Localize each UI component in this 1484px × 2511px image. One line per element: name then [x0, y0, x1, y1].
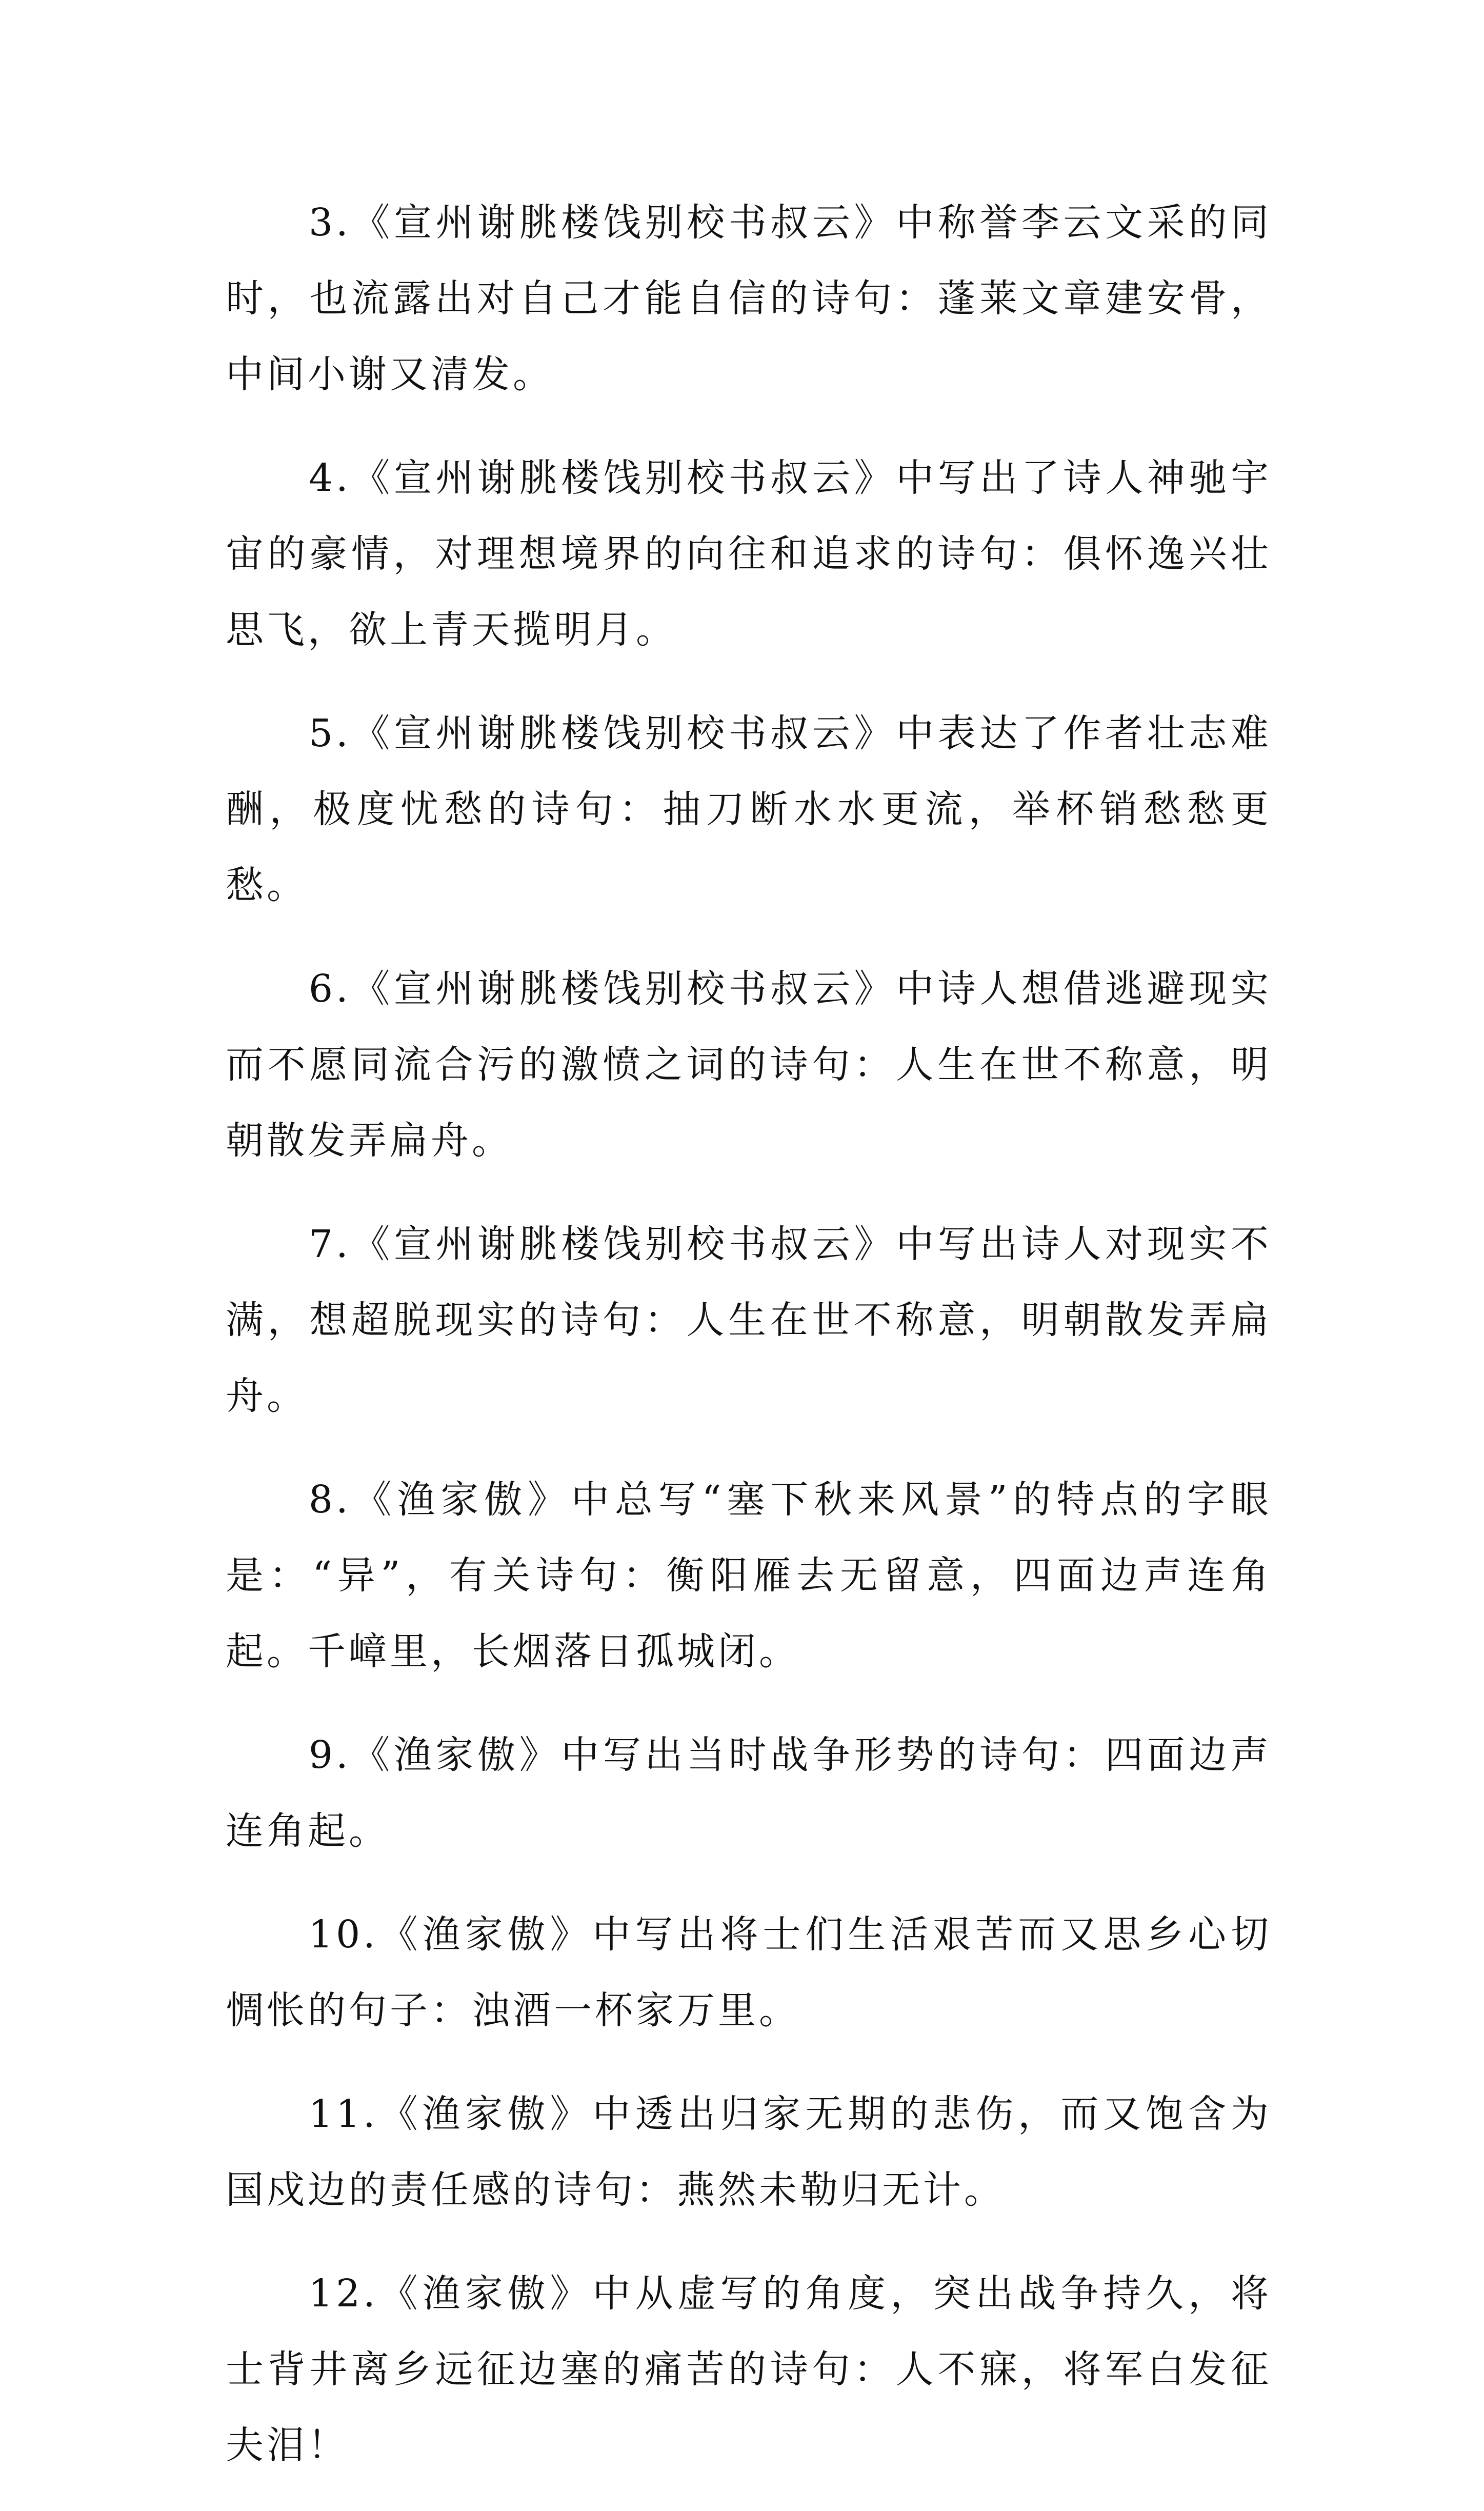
document-body [226, 185, 1272, 2511]
list-item: 10.《渔家傲》中写出将士们生活艰苦而又思乡心切惆怅的句子：浊酒一杯家万里。 [226, 1912, 1272, 2032]
list-item: 5.《宣州谢朓楼饯别校书叔云》中表达了作者壮志难酬，极度忧愁的诗句：抽刀断水水更流，举杯销愁愁更愁。 [226, 711, 1272, 907]
list-item: 12.《渔家傲》中从虚写的角度，突出战争持久，将士背井离乡远征边塞的痛苦的诗句：人不寐，将军白发征夫泪！ [226, 2271, 1272, 2467]
list-item: 11.《渔家傲》中透出归家无期的悲伤，而又饱含为国戍边的责任感的诗句：燕然未勒归无计。 [226, 2092, 1272, 2212]
list-item: 7.《宣州谢朓楼饯别校书叔云》中写出诗人对现实不满，想超脱现实的诗句：人生在世不称意，明朝散发弄扁舟。 [226, 1222, 1272, 1418]
list-item: 4.《宣州谢朓楼饯别校书叔云》中写出了诗人神驰宇宙的豪情，对理想境界的向往和追求的诗句：俱怀逸兴壮思飞，欲上青天揽明月。 [226, 456, 1272, 652]
list-item: 6.《宣州谢朓楼饯别校书叔云》中诗人想借逃避现实而不愿同流合污的激愤之词的诗句：人生在世不称意，明朝散发弄扁舟。 [226, 967, 1272, 1163]
list-item: 8.《渔家傲》中总写“塞下秋来风景”的特点的字眼是：“异”，有关诗句：衡阳雁去无留意，四面边声连角起。千嶂里，长烟落日孤城闭。 [226, 1478, 1272, 1673]
list-item: 9.《渔家傲》中写出当时战争形势的诗句：四面边声连角起。 [226, 1733, 1272, 1853]
list-item: 3.《宣州谢朓楼饯别校书叔云》中称誉李云文采的同时，也流露出对自己才能自信的诗句：蓬莱文章建安骨，中间小谢又清发。 [226, 201, 1272, 396]
